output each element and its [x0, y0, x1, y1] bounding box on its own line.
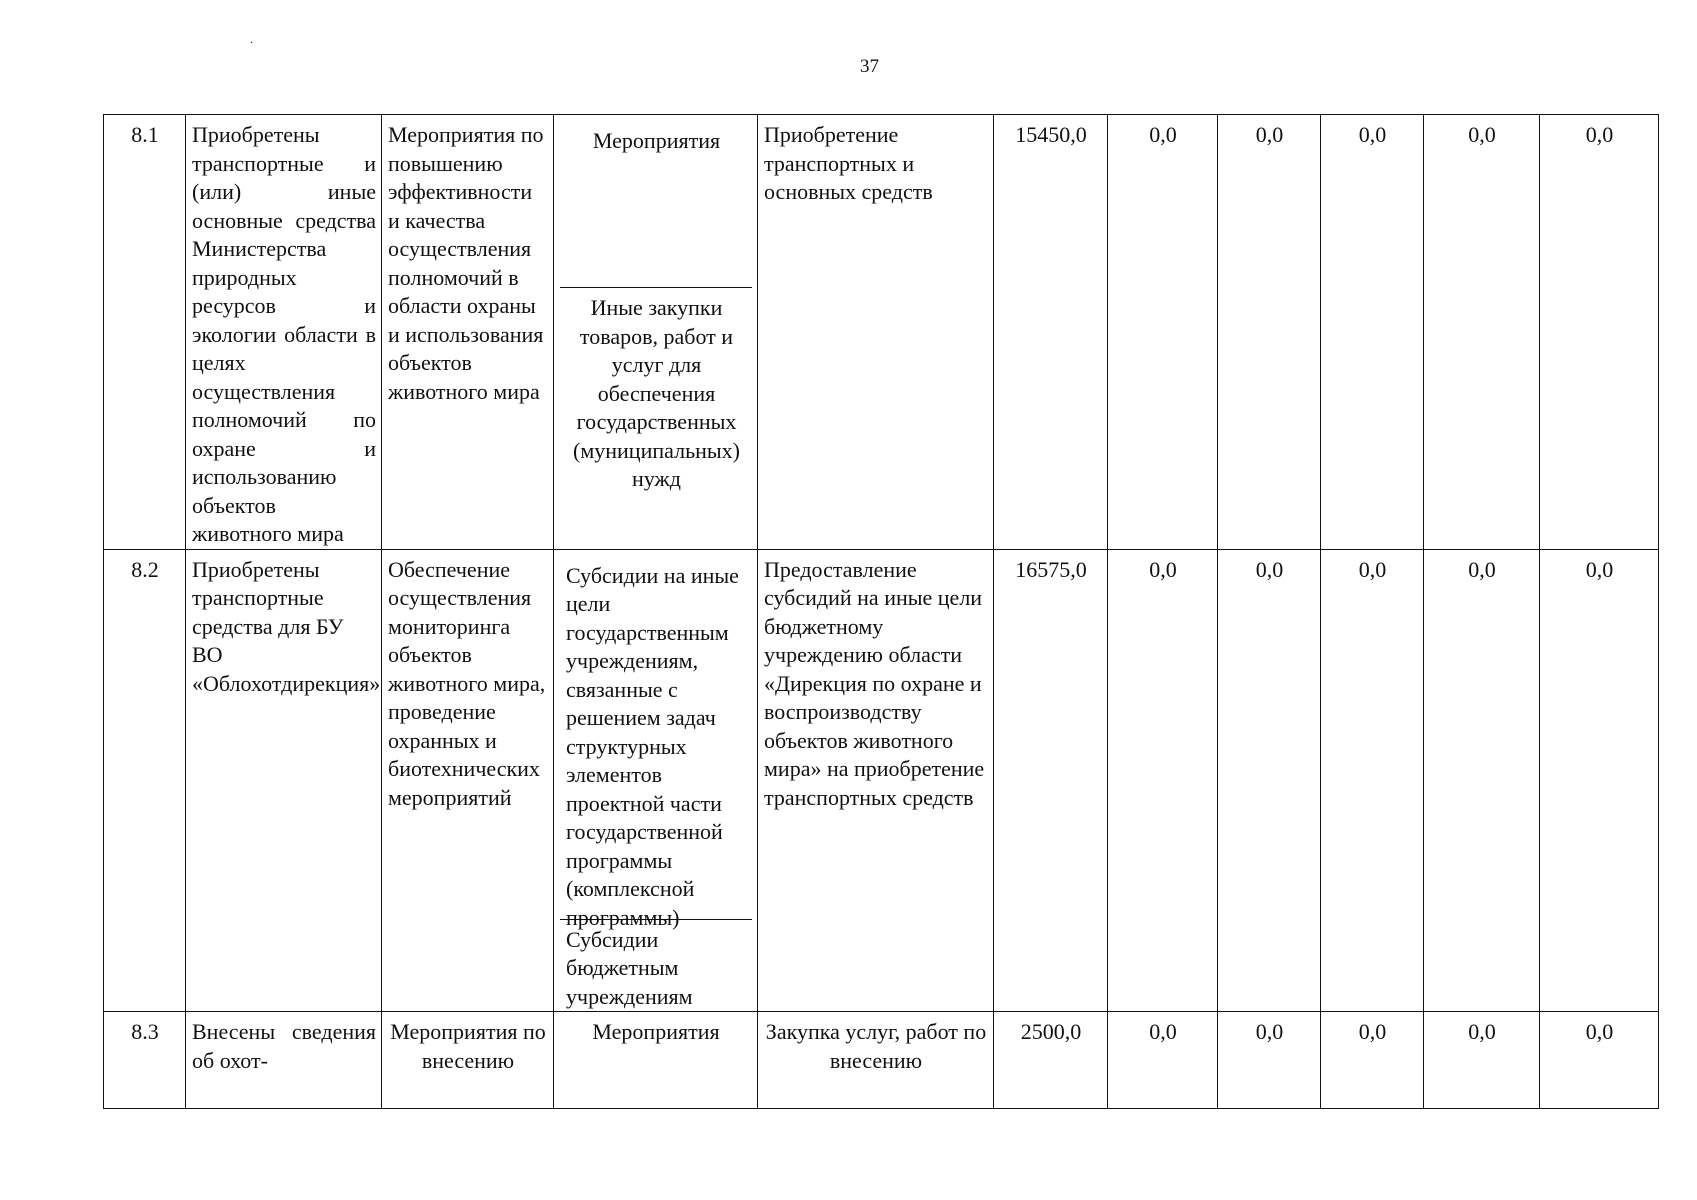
value-cell: 0,0: [1540, 1012, 1659, 1109]
value-cell: 0,0: [1540, 549, 1659, 1012]
value-cell: 0,0: [1108, 115, 1218, 550]
expense-type: Мероприятия: [560, 121, 752, 288]
value-cell: 0,0: [1321, 549, 1424, 1012]
value-cell: 0,0: [1108, 549, 1218, 1012]
value-cell: 0,0: [1424, 115, 1540, 550]
value-cell: 0,0: [1321, 115, 1424, 550]
value-cell: 2500,0: [994, 1012, 1108, 1109]
page-number: 37: [860, 56, 879, 77]
table-row: [104, 1012, 1659, 1109]
activity-cell: Мероприятия по повышению эффективности и качества осуществления полномочий в области охраны и использования объектов животного мира: [382, 115, 554, 550]
expense-cell: [554, 549, 758, 1012]
stray-mark: .: [250, 32, 253, 46]
row-number: 8.1: [104, 115, 186, 550]
value-cell: 16575,0: [994, 549, 1108, 1012]
table-row: [104, 549, 1659, 1012]
expense-subtype: Субсидии бюджетным учреждениям: [566, 926, 693, 1009]
row-number: 8.3: [104, 1012, 186, 1109]
value-cell: 0,0: [1108, 1012, 1218, 1109]
value-cell: 0,0: [1540, 115, 1659, 550]
result-cell: Приобретены транспортные средства для БУ ВО «Облохотдирекция»: [186, 549, 382, 1012]
result-cell: Внесены сведения об охот-: [186, 1012, 382, 1109]
value-cell: 0,0: [1218, 1012, 1321, 1109]
direction-cell: Предоставление субсидий на иные цели бюджетному учреждению области «Дирекция по охране и воспроизводству объектов животного мира» на приобретение транспортных средств: [758, 549, 994, 1012]
value-cell: 0,0: [1218, 115, 1321, 550]
direction-cell: Закупка услуг, работ по внесению: [758, 1012, 994, 1109]
expense-cell: [554, 115, 758, 550]
result-cell: Приобретены транспортные и (или) иные основные средства Министерства природных ресурсов и экологии области в целях осуществления полномочий по охране и использованию объектов животного мира: [186, 115, 382, 550]
activity-cell: Обеспечение осуществления мониторинга объектов животного мира, проведение охранных и биотехнических мероприятий: [382, 549, 554, 1012]
value-cell: 15450,0: [994, 115, 1108, 550]
value-cell: 0,0: [1218, 549, 1321, 1012]
value-cell: 0,0: [1321, 1012, 1424, 1109]
expense-type: Субсидии на иные цели государственным учреждениям, связанные с решением задач структурных элементов проектной части государственной программы (комплексной программы): [560, 556, 752, 920]
table-row: [104, 115, 1659, 550]
expense-cell: Мероприятия: [554, 1012, 758, 1109]
row-number: 8.2: [104, 549, 186, 1012]
value-cell: 0,0: [1424, 549, 1540, 1012]
budget-table: [103, 114, 1659, 1109]
activity-cell: Мероприятия по внесению: [382, 1012, 554, 1109]
expense-subtype: Иные закупки товаров, работ и услуг для обеспечения государственных (муниципальных) нужд: [573, 295, 740, 491]
direction-cell: Приобретение транспортных и основных средств: [758, 115, 994, 550]
value-cell: 0,0: [1424, 1012, 1540, 1109]
